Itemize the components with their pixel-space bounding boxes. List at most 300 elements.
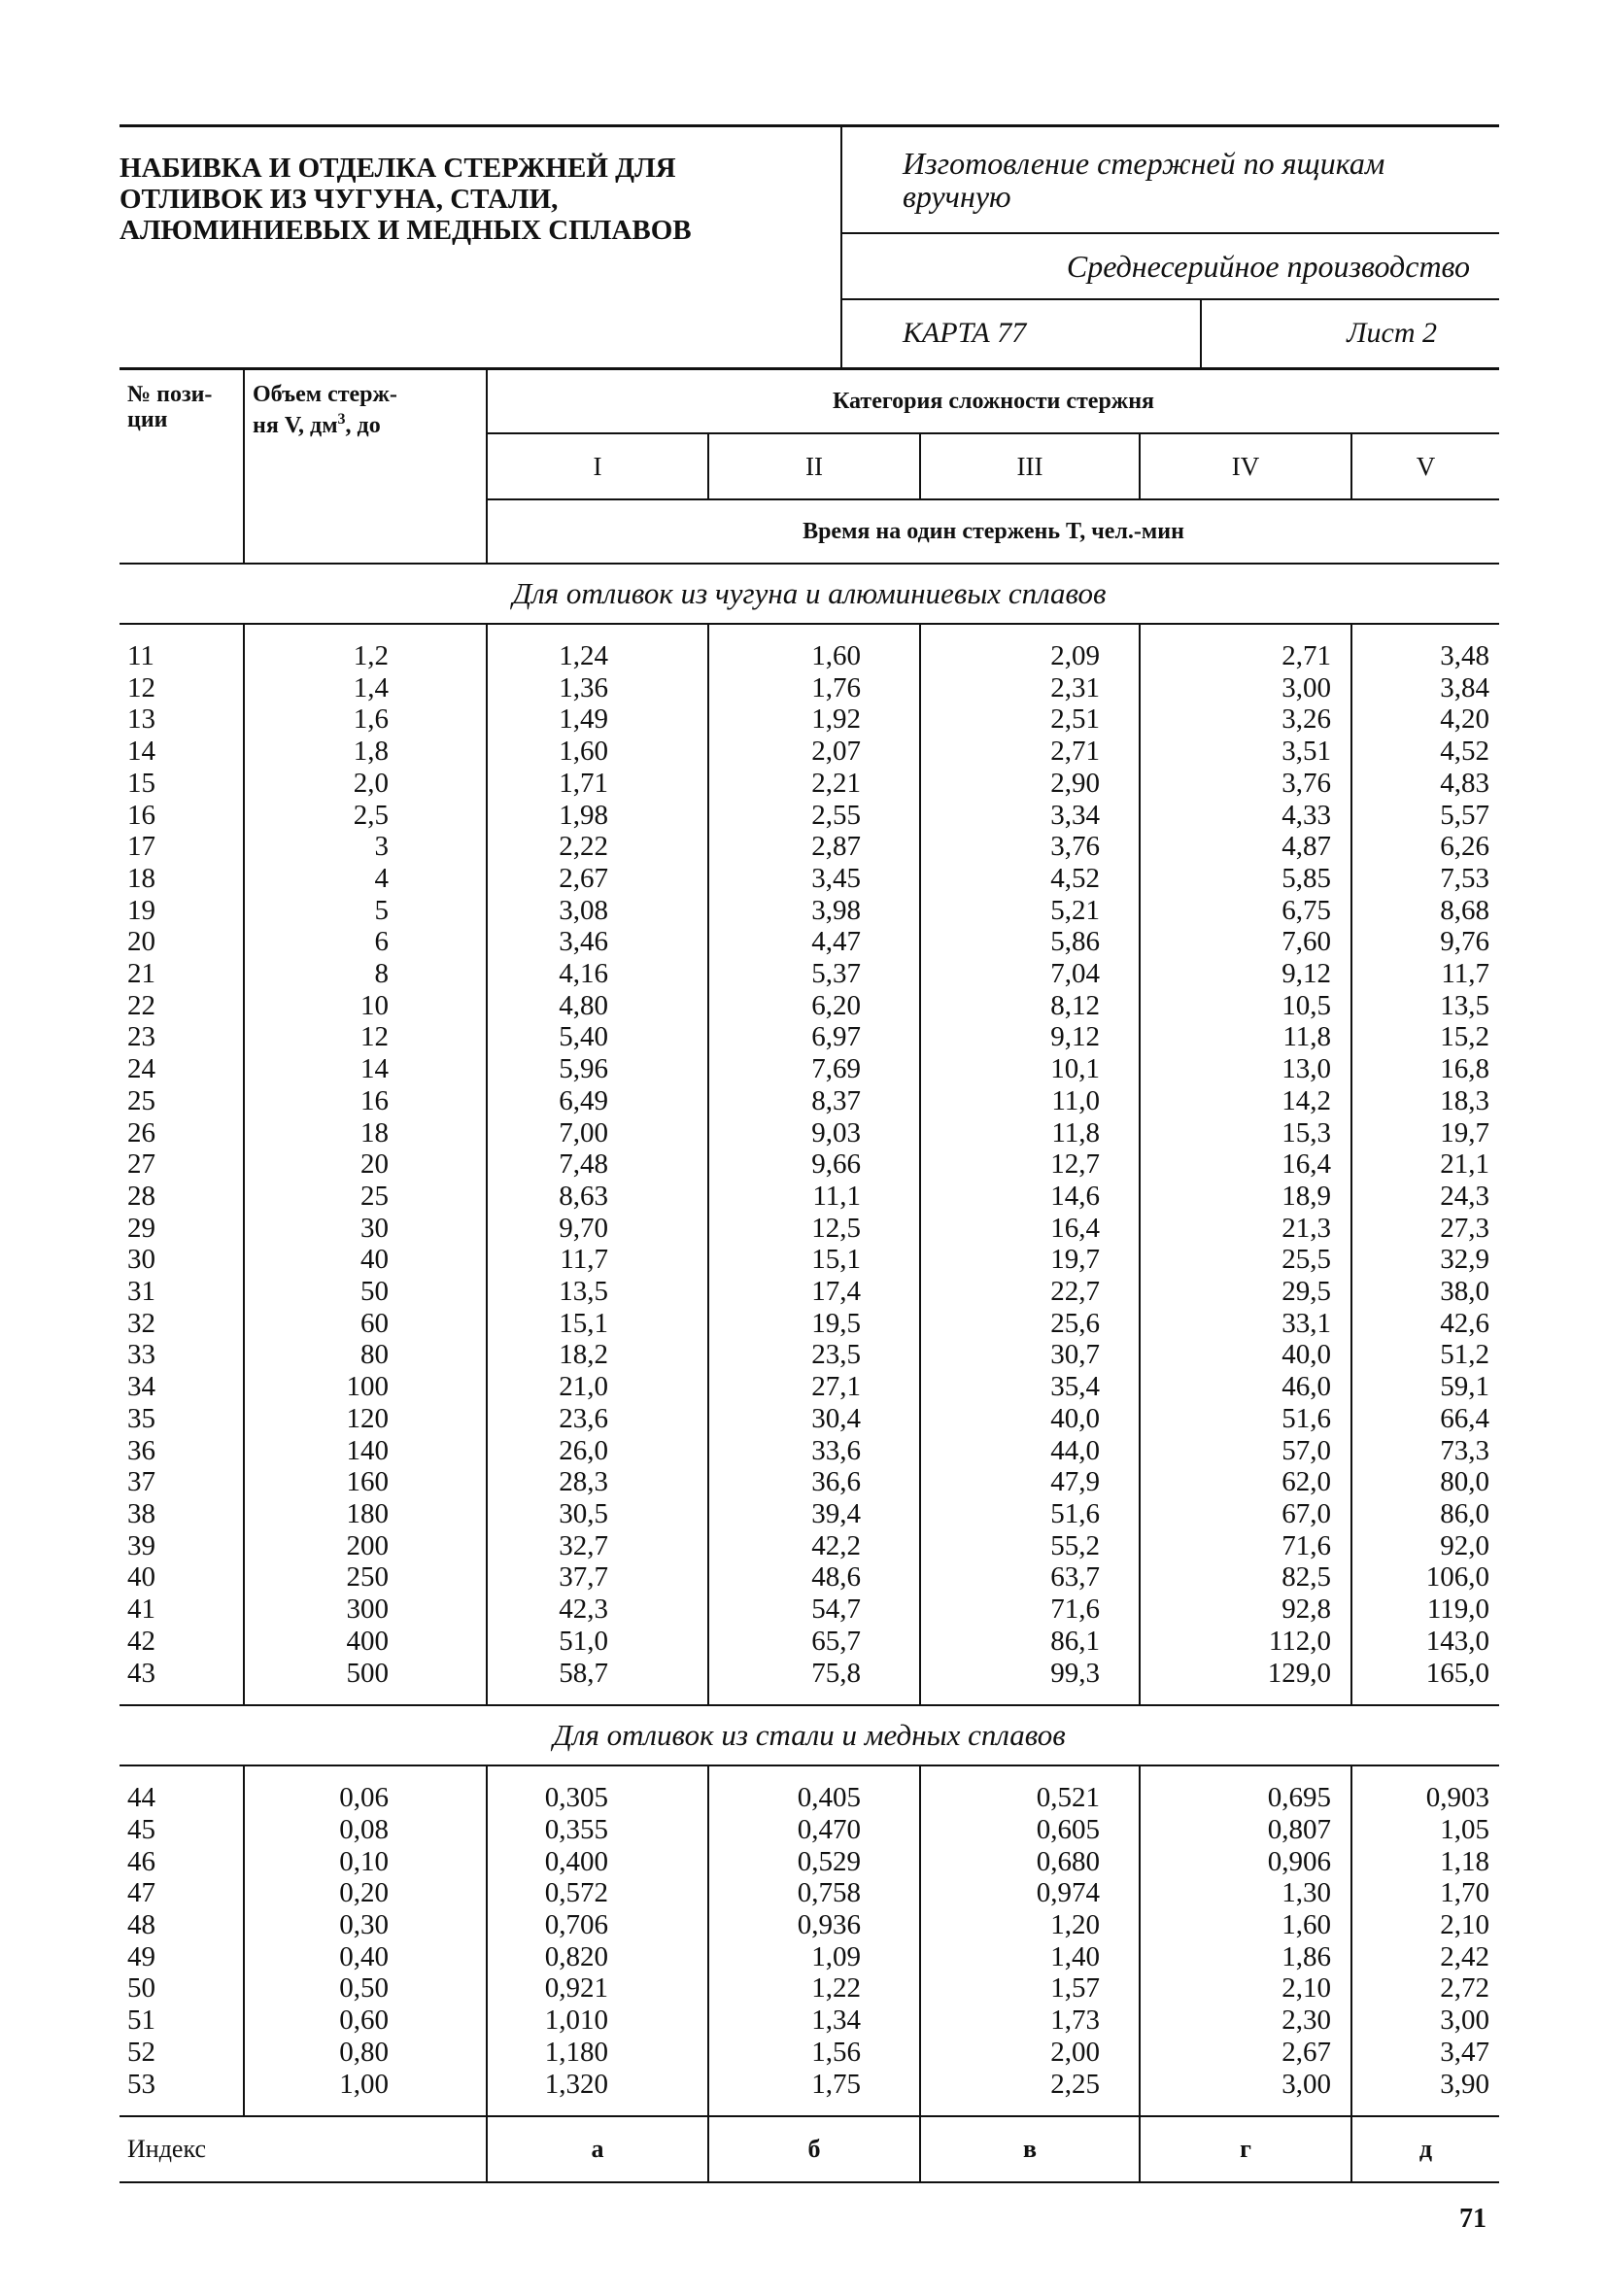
time-cat-ii-cell: 19,5 bbox=[708, 1308, 920, 1340]
table-row bbox=[120, 1403, 1499, 1435]
index-label: Индекс bbox=[120, 2116, 487, 2182]
time-cat-v-cell: 15,2 bbox=[1440, 1021, 1489, 1053]
position-cell: 29 bbox=[120, 1213, 244, 1245]
time-cat-iii-cell: 22,7 bbox=[920, 1276, 1140, 1308]
time-cat-v-cell: 16,8 bbox=[1440, 1053, 1489, 1085]
table-row bbox=[120, 831, 1499, 863]
position-cell: 23 bbox=[120, 1021, 244, 1053]
time-cat-ii-cell: 9,66 bbox=[708, 1148, 920, 1181]
volume-cell: 0,30 bbox=[244, 1909, 487, 1941]
page-number: 71 bbox=[1459, 2204, 1486, 2234]
position-cell: 44 bbox=[120, 1782, 244, 1814]
time-cat-ii-cell: 2,87 bbox=[708, 831, 920, 863]
time-cat-iii-cell: 11,0 bbox=[920, 1085, 1140, 1117]
time-cat-iii-cell: 14,6 bbox=[920, 1181, 1140, 1213]
time-cat-iii-cell: 12,7 bbox=[920, 1148, 1140, 1181]
volume-cell: 25 bbox=[244, 1181, 487, 1213]
time-cat-iii-cell: 1,57 bbox=[920, 1972, 1140, 2005]
time-cat-ii-cell: 7,69 bbox=[708, 1053, 920, 1085]
volume-cell: 400 bbox=[244, 1626, 487, 1658]
table-row bbox=[120, 1308, 1499, 1340]
time-cat-iv-cell: 2,30 bbox=[1140, 2005, 1351, 2037]
position-cell: 14 bbox=[120, 736, 244, 768]
volume-cell: 0,80 bbox=[244, 2037, 487, 2069]
position-cell: 52 bbox=[120, 2037, 244, 2069]
volume-cell: 250 bbox=[244, 1561, 487, 1593]
table-row bbox=[120, 1782, 1499, 1814]
time-cat-iii-cell: 10,1 bbox=[920, 1053, 1140, 1085]
time-cat-iii-cell: 2,25 bbox=[920, 2069, 1140, 2101]
time-cat-iv-cell: 15,3 bbox=[1140, 1117, 1351, 1149]
time-cat-i-cell: 5,96 bbox=[487, 1053, 708, 1085]
volume-cell: 0,06 bbox=[244, 1782, 487, 1814]
volume-column-header bbox=[244, 369, 487, 565]
volume-cell: 2,0 bbox=[244, 768, 487, 800]
time-cat-iii-cell: 35,4 bbox=[920, 1371, 1140, 1403]
time-cat-iii-cell: 63,7 bbox=[920, 1561, 1140, 1593]
time-cat-i-cell: 4,16 bbox=[487, 958, 708, 990]
time-cat-iv-cell: 0,906 bbox=[1140, 1846, 1351, 1878]
time-cat-i-cell: 37,7 bbox=[487, 1561, 708, 1593]
volume-cell: 0,60 bbox=[244, 2005, 487, 2037]
table-row bbox=[120, 1276, 1499, 1308]
volume-cell: 80 bbox=[244, 1339, 487, 1371]
time-cat-iv-cell: 3,00 bbox=[1140, 672, 1351, 704]
time-cat-iii-cell: 4,52 bbox=[920, 863, 1140, 895]
time-cat-ii-cell: 8,37 bbox=[708, 1085, 920, 1117]
time-cat-iv-cell: 129,0 bbox=[1140, 1658, 1351, 1690]
volume-cell: 20 bbox=[244, 1148, 487, 1181]
volume-cell: 0,10 bbox=[244, 1846, 487, 1878]
time-cat-v-cell: 5,57 bbox=[1440, 799, 1489, 831]
sheet-number: Лист 2 bbox=[1347, 317, 1438, 349]
time-cat-iii-cell: 30,7 bbox=[920, 1339, 1140, 1371]
category-ii: II bbox=[708, 433, 920, 499]
table-row bbox=[120, 1814, 1499, 1846]
table-row bbox=[120, 1530, 1499, 1562]
time-cat-i-cell: 28,3 bbox=[487, 1466, 708, 1498]
time-cat-iv-cell: 33,1 bbox=[1140, 1308, 1351, 1340]
volume-cell: 14 bbox=[244, 1053, 487, 1085]
table-row bbox=[120, 1148, 1499, 1181]
time-cat-iv-cell: 0,807 bbox=[1140, 1814, 1351, 1846]
time-cat-v-cell: 0,903 bbox=[1425, 1782, 1489, 1814]
table-row bbox=[120, 1021, 1499, 1053]
volume-cell: 6 bbox=[244, 926, 487, 958]
position-cell: 31 bbox=[120, 1276, 244, 1308]
time-cat-i-cell: 1,60 bbox=[487, 736, 708, 768]
time-cat-ii-cell: 1,60 bbox=[708, 640, 920, 672]
table-row bbox=[120, 1877, 1499, 1909]
time-cat-ii-cell: 9,03 bbox=[708, 1117, 920, 1149]
time-cat-iii-cell: 86,1 bbox=[920, 1626, 1140, 1658]
table-row bbox=[120, 958, 1499, 990]
time-cat-iii-cell: 9,12 bbox=[920, 1021, 1140, 1053]
table-row bbox=[120, 1181, 1499, 1213]
time-cat-iii-cell: 1,20 bbox=[920, 1909, 1140, 1941]
production-type: Среднесерийное производство bbox=[841, 233, 1499, 299]
section-body-steel bbox=[120, 1782, 1499, 2100]
time-cat-i-cell: 11,7 bbox=[487, 1244, 708, 1276]
volume-cell: 10 bbox=[244, 990, 487, 1022]
time-cat-ii-cell: 65,7 bbox=[708, 1626, 920, 1658]
time-cat-iii-cell: 1,73 bbox=[920, 2005, 1140, 2037]
table-row bbox=[120, 1085, 1499, 1117]
time-cat-i-cell: 0,572 bbox=[487, 1877, 708, 1909]
time-cat-ii-cell: 1,09 bbox=[708, 1941, 920, 1973]
time-cat-i-cell: 3,08 bbox=[487, 895, 708, 927]
time-cat-v-cell: 1,70 bbox=[1440, 1877, 1489, 1909]
position-cell: 12 bbox=[120, 672, 244, 704]
time-cat-iii-cell: 47,9 bbox=[920, 1466, 1140, 1498]
volume-cell: 1,00 bbox=[244, 2069, 487, 2101]
time-cat-i-cell: 1,98 bbox=[487, 800, 708, 832]
time-cat-v-cell: 66,4 bbox=[1440, 1402, 1489, 1434]
time-cat-i-cell: 1,320 bbox=[487, 2069, 708, 2101]
time-cat-i-cell: 26,0 bbox=[487, 1435, 708, 1467]
section-body-cast-iron bbox=[120, 640, 1499, 1689]
time-cat-ii-cell: 0,936 bbox=[708, 1909, 920, 1941]
position-cell: 28 bbox=[120, 1181, 244, 1213]
time-cat-ii-cell: 48,6 bbox=[708, 1561, 920, 1593]
position-cell: 17 bbox=[120, 831, 244, 863]
position-cell: 27 bbox=[120, 1148, 244, 1181]
category-header: Категория сложности стержня bbox=[487, 369, 1499, 434]
time-cat-ii-cell: 27,1 bbox=[708, 1371, 920, 1403]
time-cat-i-cell: 30,5 bbox=[487, 1498, 708, 1530]
time-cat-v-cell: 2,72 bbox=[1440, 1972, 1489, 2005]
title-line: АЛЮМИНИЕВЫХ И МЕДНЫХ СПЛАВОВ bbox=[120, 215, 692, 246]
time-cat-i-cell: 1,36 bbox=[487, 672, 708, 704]
time-cat-v-cell: 3,48 bbox=[1440, 640, 1489, 671]
time-cat-iii-cell: 0,680 bbox=[920, 1846, 1140, 1878]
volume-cell: 200 bbox=[244, 1530, 487, 1562]
time-cat-i-cell: 0,305 bbox=[487, 1782, 708, 1814]
position-cell: 42 bbox=[120, 1626, 244, 1658]
time-cat-i-cell: 7,00 bbox=[487, 1117, 708, 1149]
time-cat-i-cell: 9,70 bbox=[487, 1213, 708, 1245]
time-cat-iv-cell: 16,4 bbox=[1140, 1148, 1351, 1181]
table-row bbox=[120, 863, 1499, 895]
volume-cell: 180 bbox=[244, 1498, 487, 1530]
time-cat-v-cell: 165,0 bbox=[1425, 1657, 1489, 1689]
position-cell: 41 bbox=[120, 1593, 244, 1626]
position-cell: 40 bbox=[120, 1561, 244, 1593]
volume-cell: 4 bbox=[244, 863, 487, 895]
position-cell: 46 bbox=[120, 1846, 244, 1878]
time-cat-ii-cell: 6,20 bbox=[708, 990, 920, 1022]
time-cat-iii-cell: 0,521 bbox=[920, 1782, 1140, 1814]
table-row bbox=[120, 926, 1499, 958]
time-cat-iii-cell: 51,6 bbox=[920, 1498, 1140, 1530]
time-cat-iv-cell: 3,00 bbox=[1140, 2069, 1351, 2101]
time-cat-i-cell: 5,40 bbox=[487, 1021, 708, 1053]
time-cat-iv-cell: 3,76 bbox=[1140, 768, 1351, 800]
table-row bbox=[120, 895, 1499, 927]
volume-cell: 8 bbox=[244, 958, 487, 990]
index-value: г bbox=[1140, 2116, 1351, 2182]
volume-cell: 0,50 bbox=[244, 1972, 487, 2005]
time-cat-v-cell: 18,3 bbox=[1440, 1084, 1489, 1116]
volume-cell: 0,20 bbox=[244, 1877, 487, 1909]
position-cell: 53 bbox=[120, 2069, 244, 2101]
time-cat-iv-cell: 11,8 bbox=[1140, 1021, 1351, 1053]
volume-cell: 100 bbox=[244, 1371, 487, 1403]
time-cat-iii-cell: 2,00 bbox=[920, 2037, 1140, 2069]
table-row bbox=[120, 2069, 1499, 2101]
time-cat-iii-cell: 40,0 bbox=[920, 1403, 1140, 1435]
table-row bbox=[120, 1561, 1499, 1593]
position-cell: 39 bbox=[120, 1530, 244, 1562]
time-cat-v-cell: 119,0 bbox=[1426, 1593, 1489, 1626]
time-cat-v-cell: 27,3 bbox=[1440, 1212, 1489, 1244]
time-cat-iv-cell: 67,0 bbox=[1140, 1498, 1351, 1530]
volume-cell: 12 bbox=[244, 1021, 487, 1053]
position-cell: 13 bbox=[120, 703, 244, 736]
time-cat-v-cell: 3,00 bbox=[1440, 2005, 1489, 2037]
title-line: ОТЛИВОК ИЗ ЧУГУНА, СТАЛИ, bbox=[120, 184, 559, 215]
position-cell: 26 bbox=[120, 1117, 244, 1149]
time-cat-ii-cell: 1,22 bbox=[708, 1972, 920, 2005]
time-cat-iii-cell: 19,7 bbox=[920, 1244, 1140, 1276]
time-cat-i-cell: 0,921 bbox=[487, 1972, 708, 2005]
index-value: д bbox=[1351, 2116, 1499, 2182]
time-cat-iv-cell: 25,5 bbox=[1140, 1244, 1351, 1276]
position-cell: 47 bbox=[120, 1877, 244, 1909]
time-cat-iv-cell: 29,5 bbox=[1140, 1276, 1351, 1308]
time-cat-ii-cell: 11,1 bbox=[708, 1181, 920, 1213]
time-cat-v-cell: 4,83 bbox=[1440, 767, 1489, 799]
table-row bbox=[120, 1909, 1499, 1941]
table-row bbox=[120, 672, 1499, 704]
time-cat-iii-cell: 2,31 bbox=[920, 672, 1140, 704]
volume-cell: 140 bbox=[244, 1435, 487, 1467]
time-cat-iv-cell: 1,30 bbox=[1140, 1877, 1351, 1909]
time-cat-i-cell: 7,48 bbox=[487, 1148, 708, 1181]
time-cat-i-cell: 4,80 bbox=[487, 990, 708, 1022]
table-row bbox=[120, 640, 1499, 672]
position-cell: 15 bbox=[120, 768, 244, 800]
time-cat-iv-cell: 4,33 bbox=[1140, 800, 1351, 832]
time-cat-iii-cell: 0,605 bbox=[920, 1814, 1140, 1846]
time-cat-v-cell: 59,1 bbox=[1440, 1371, 1489, 1403]
table-row bbox=[120, 800, 1499, 832]
time-cat-v-cell: 24,3 bbox=[1440, 1180, 1489, 1212]
operation-name bbox=[841, 126, 1499, 233]
time-cat-iv-cell: 7,60 bbox=[1140, 926, 1351, 958]
time-cat-v-cell: 19,7 bbox=[1440, 1116, 1489, 1148]
position-cell: 43 bbox=[120, 1658, 244, 1690]
time-cat-i-cell: 58,7 bbox=[487, 1658, 708, 1690]
table-row bbox=[120, 768, 1499, 800]
volume-cell: 0,40 bbox=[244, 1941, 487, 1973]
table-row bbox=[120, 1498, 1499, 1530]
time-cat-iv-cell: 0,695 bbox=[1140, 1782, 1351, 1814]
position-cell: 16 bbox=[120, 800, 244, 832]
time-cat-v-cell: 13,5 bbox=[1440, 989, 1489, 1021]
time-cat-ii-cell: 1,92 bbox=[708, 703, 920, 736]
position-cell: 45 bbox=[120, 1814, 244, 1846]
time-cat-v-cell: 21,1 bbox=[1440, 1148, 1489, 1181]
position-cell: 20 bbox=[120, 926, 244, 958]
time-cat-iv-cell: 9,12 bbox=[1140, 958, 1351, 990]
time-cat-v-cell: 2,10 bbox=[1440, 1909, 1489, 1941]
table-row bbox=[120, 1941, 1499, 1973]
volume-cell: 18 bbox=[244, 1117, 487, 1149]
position-cell: 34 bbox=[120, 1371, 244, 1403]
time-cat-ii-cell: 39,4 bbox=[708, 1498, 920, 1530]
position-cell: 50 bbox=[120, 1972, 244, 2005]
time-cat-iii-cell: 99,3 bbox=[920, 1658, 1140, 1690]
time-cat-v-cell: 143,0 bbox=[1425, 1625, 1489, 1657]
time-cat-iii-cell: 55,2 bbox=[920, 1530, 1140, 1562]
volume-cell: 1,4 bbox=[244, 672, 487, 704]
volume-cell: 16 bbox=[244, 1085, 487, 1117]
header-text: , до bbox=[345, 413, 381, 438]
table-row bbox=[120, 2005, 1499, 2037]
superscript: 3 bbox=[337, 411, 346, 428]
time-cat-ii-cell: 33,6 bbox=[708, 1435, 920, 1467]
time-cat-ii-cell: 23,5 bbox=[708, 1339, 920, 1371]
time-cat-i-cell: 1,71 bbox=[487, 768, 708, 800]
time-cat-v-cell: 38,0 bbox=[1440, 1276, 1489, 1308]
position-cell: 30 bbox=[120, 1244, 244, 1276]
time-cat-ii-cell: 3,98 bbox=[708, 895, 920, 927]
volume-cell: 1,6 bbox=[244, 703, 487, 736]
time-cat-iv-cell: 71,6 bbox=[1140, 1530, 1351, 1562]
time-cat-i-cell: 1,010 bbox=[487, 2005, 708, 2037]
time-cat-i-cell: 1,180 bbox=[487, 2037, 708, 2069]
header-text: № пози- bbox=[127, 382, 213, 407]
time-cat-iv-cell: 3,51 bbox=[1140, 736, 1351, 768]
table-row bbox=[120, 1244, 1499, 1276]
volume-cell: 300 bbox=[244, 1593, 487, 1626]
time-cat-ii-cell: 0,758 bbox=[708, 1877, 920, 1909]
position-cell: 18 bbox=[120, 863, 244, 895]
time-cat-i-cell: 15,1 bbox=[487, 1308, 708, 1340]
position-cell: 48 bbox=[120, 1909, 244, 1941]
header-text bbox=[253, 407, 478, 438]
time-cat-iv-cell: 5,85 bbox=[1140, 863, 1351, 895]
volume-cell: 500 bbox=[244, 1658, 487, 1690]
volume-cell: 50 bbox=[244, 1276, 487, 1308]
time-cat-ii-cell: 75,8 bbox=[708, 1658, 920, 1690]
section-title: Для отливок из стали и медных сплавов bbox=[120, 1705, 1499, 1765]
time-cat-i-cell: 32,7 bbox=[487, 1530, 708, 1562]
time-cat-ii-cell: 1,34 bbox=[708, 2005, 920, 2037]
time-cat-v-cell: 86,0 bbox=[1440, 1497, 1489, 1529]
norms-table bbox=[120, 367, 1499, 2183]
time-cat-v-cell: 51,2 bbox=[1440, 1339, 1489, 1371]
table-row bbox=[120, 1972, 1499, 2005]
time-cat-ii-cell: 15,1 bbox=[708, 1244, 920, 1276]
time-cat-iii-cell: 7,04 bbox=[920, 958, 1140, 990]
time-cat-iv-cell: 1,86 bbox=[1140, 1941, 1351, 1973]
time-cat-iv-cell: 57,0 bbox=[1140, 1435, 1351, 1467]
time-cat-i-cell: 42,3 bbox=[487, 1593, 708, 1626]
time-cat-i-cell: 6,49 bbox=[487, 1085, 708, 1117]
time-cat-i-cell: 0,706 bbox=[487, 1909, 708, 1941]
position-cell: 38 bbox=[120, 1498, 244, 1530]
header-text: Объем стерж- bbox=[253, 382, 397, 407]
table-row bbox=[120, 1626, 1499, 1658]
header-text: ции bbox=[127, 407, 168, 432]
position-cell: 11 bbox=[120, 640, 244, 672]
time-cat-iii-cell: 16,4 bbox=[920, 1213, 1140, 1245]
time-cat-iii-cell: 44,0 bbox=[920, 1435, 1140, 1467]
time-cat-i-cell: 3,46 bbox=[487, 926, 708, 958]
time-cat-i-cell: 23,6 bbox=[487, 1403, 708, 1435]
position-cell: 19 bbox=[120, 895, 244, 927]
time-cat-v-cell: 42,6 bbox=[1440, 1307, 1489, 1339]
time-cat-v-cell: 92,0 bbox=[1440, 1529, 1489, 1561]
table-row bbox=[120, 703, 1499, 736]
time-cat-i-cell: 21,0 bbox=[487, 1371, 708, 1403]
time-cat-v-cell: 73,3 bbox=[1440, 1434, 1489, 1466]
time-cat-iv-cell: 1,60 bbox=[1140, 1909, 1351, 1941]
position-cell: 25 bbox=[120, 1085, 244, 1117]
time-cat-ii-cell: 2,55 bbox=[708, 800, 920, 832]
table-row bbox=[120, 1117, 1499, 1149]
time-cat-ii-cell: 6,97 bbox=[708, 1021, 920, 1053]
time-cat-iv-cell: 4,87 bbox=[1140, 831, 1351, 863]
time-cat-iv-cell: 51,6 bbox=[1140, 1403, 1351, 1435]
time-cat-ii-cell: 1,56 bbox=[708, 2037, 920, 2069]
time-cat-v-cell: 2,42 bbox=[1440, 1940, 1489, 1972]
time-cat-iii-cell: 71,6 bbox=[920, 1593, 1140, 1626]
table-row bbox=[120, 1213, 1499, 1245]
time-header: Время на один стержень T, чел.-мин bbox=[487, 499, 1499, 564]
index-value: б bbox=[708, 2116, 920, 2182]
position-column-header bbox=[120, 369, 244, 565]
table-row bbox=[120, 990, 1499, 1022]
time-cat-iv-cell: 18,9 bbox=[1140, 1181, 1351, 1213]
volume-cell: 1,2 bbox=[244, 640, 487, 672]
table-row bbox=[120, 1435, 1499, 1467]
time-cat-iii-cell: 8,12 bbox=[920, 990, 1140, 1022]
time-cat-iv-cell: 2,10 bbox=[1140, 1972, 1351, 2005]
table-row bbox=[120, 1846, 1499, 1878]
index-value: в bbox=[920, 2116, 1140, 2182]
time-cat-i-cell: 2,67 bbox=[487, 863, 708, 895]
table-row bbox=[120, 2037, 1499, 2069]
position-cell: 32 bbox=[120, 1308, 244, 1340]
table-row bbox=[120, 1593, 1499, 1626]
time-cat-i-cell: 0,820 bbox=[487, 1941, 708, 1973]
time-cat-v-cell: 4,52 bbox=[1440, 736, 1489, 768]
time-cat-iv-cell: 40,0 bbox=[1140, 1339, 1351, 1371]
time-cat-i-cell: 1,24 bbox=[487, 640, 708, 672]
time-cat-iv-cell: 3,26 bbox=[1140, 703, 1351, 736]
position-cell: 21 bbox=[120, 958, 244, 990]
volume-cell: 160 bbox=[244, 1466, 487, 1498]
time-cat-ii-cell: 0,405 bbox=[708, 1782, 920, 1814]
time-cat-iv-cell: 14,2 bbox=[1140, 1085, 1351, 1117]
volume-cell: 60 bbox=[244, 1308, 487, 1340]
time-cat-v-cell: 4,20 bbox=[1440, 703, 1489, 736]
volume-cell: 3 bbox=[244, 831, 487, 863]
time-cat-ii-cell: 36,6 bbox=[708, 1466, 920, 1498]
volume-cell: 2,5 bbox=[244, 800, 487, 832]
time-cat-iii-cell: 25,6 bbox=[920, 1308, 1140, 1340]
time-cat-iii-cell: 5,21 bbox=[920, 895, 1140, 927]
time-cat-ii-cell: 2,21 bbox=[708, 768, 920, 800]
time-cat-ii-cell: 30,4 bbox=[708, 1403, 920, 1435]
time-cat-v-cell: 8,68 bbox=[1440, 894, 1489, 926]
section-title: Для отливок из чугуна и алюминиевых сплавов bbox=[120, 564, 1499, 624]
operation-line: вручную bbox=[903, 178, 1011, 214]
time-cat-v-cell: 106,0 bbox=[1425, 1561, 1489, 1593]
